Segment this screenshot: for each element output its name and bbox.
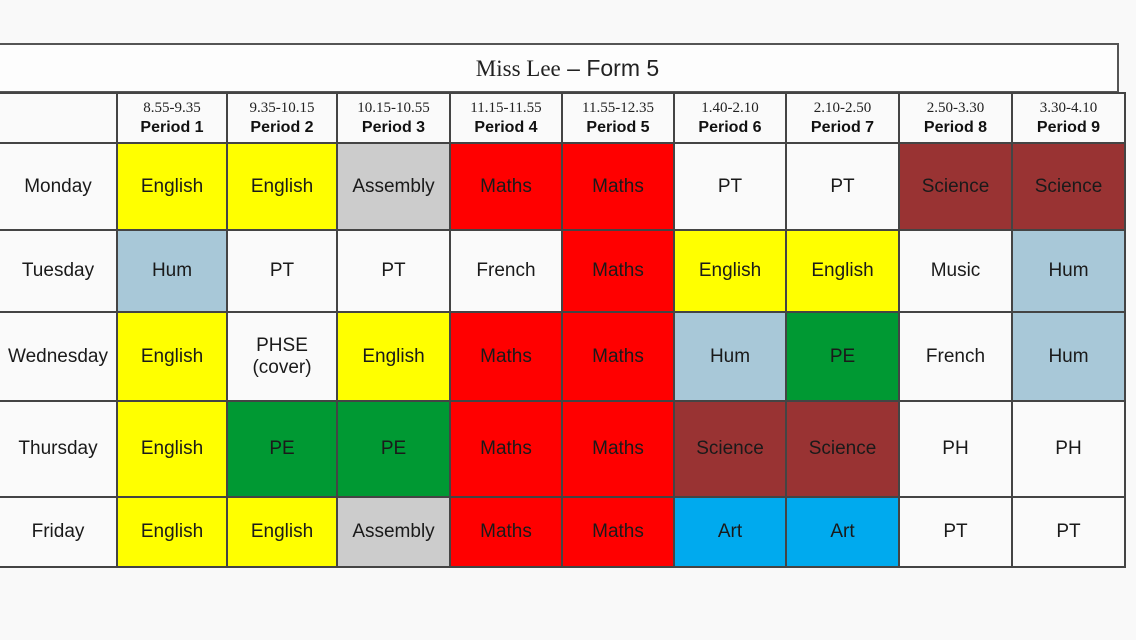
lesson-subject: English — [362, 345, 425, 367]
timetable-row — [0, 401, 1125, 497]
period-label: Period 9 — [1036, 118, 1101, 136]
lesson-cell — [1012, 143, 1125, 230]
title-separator: – — [560, 54, 587, 81]
lesson-subject: English — [140, 521, 204, 542]
lesson-cell — [117, 143, 227, 230]
lesson-subject: Hum — [1048, 345, 1089, 367]
lesson-subject: PT — [1056, 521, 1081, 542]
lesson-cell — [899, 497, 1012, 567]
lesson-cell — [227, 497, 337, 567]
period-header — [786, 93, 899, 143]
lesson-cell — [227, 401, 337, 497]
period-time: 11.15-11.55 — [470, 99, 542, 116]
lesson-subject: Maths — [592, 521, 644, 542]
lesson-subject: Science — [808, 438, 877, 459]
lesson-cell — [786, 230, 899, 312]
lesson-cell — [1012, 401, 1125, 497]
lesson-cell — [674, 143, 786, 230]
lesson-subject: Science — [696, 438, 764, 459]
lesson-subject: Music — [930, 260, 981, 281]
lesson-cell — [1012, 312, 1125, 401]
period-label: Period 6 — [698, 118, 762, 136]
lesson-cell — [786, 312, 899, 401]
lesson-cell — [786, 143, 899, 230]
period-header — [227, 93, 337, 143]
day-label: Friday — [0, 497, 117, 567]
period-header — [450, 93, 562, 143]
day-label: Tuesday — [0, 230, 117, 312]
lesson-subject: (cover) — [252, 356, 312, 378]
period-label: Period 2 — [250, 118, 314, 136]
lesson-cell — [562, 497, 674, 567]
lesson-cell — [117, 230, 227, 312]
lesson-subject: PT — [269, 260, 295, 281]
lesson-cell — [450, 230, 562, 312]
lesson-cell — [117, 401, 227, 497]
lesson-subject: Maths — [592, 260, 644, 281]
lesson-cell — [450, 143, 562, 230]
lesson-subject: Hum — [1048, 260, 1089, 281]
lesson-subject: Maths — [592, 175, 644, 197]
timetable-row — [0, 230, 1125, 312]
lesson-cell — [450, 401, 562, 497]
period-time: 3.30-4.10 — [1039, 99, 1098, 116]
lesson-subject: Maths — [480, 438, 532, 459]
lesson-cell — [1012, 230, 1125, 312]
timetable-row — [0, 143, 1125, 230]
lesson-subject: PE — [829, 345, 856, 367]
period-time: 1.40-2.10 — [701, 99, 759, 116]
lesson-subject: Maths — [480, 521, 532, 542]
lesson-cell — [337, 401, 450, 497]
lesson-cell — [674, 312, 786, 401]
period-time: 2.10-2.50 — [813, 99, 872, 116]
lesson-subject: French — [925, 345, 986, 367]
lesson-subject: English — [140, 345, 204, 367]
teacher-name: Miss Lee — [475, 55, 561, 81]
lesson-cell — [450, 312, 562, 401]
lesson-cell — [899, 230, 1012, 312]
timetable-row — [0, 497, 1125, 567]
period-label: Period 7 — [810, 118, 875, 136]
lesson-cell — [227, 230, 337, 312]
lesson-cell — [117, 497, 227, 567]
lesson-cell — [562, 312, 674, 401]
day-label: Wednesday — [0, 312, 117, 401]
lesson-subject: Assembly — [352, 175, 435, 197]
period-time: 10.15-10.55 — [357, 99, 430, 116]
lesson-subject: Maths — [480, 175, 532, 197]
lesson-cell — [450, 497, 562, 567]
lesson-subject: Science — [1034, 175, 1103, 197]
lesson-subject: Maths — [480, 345, 532, 367]
timetable-row — [0, 312, 1125, 401]
lesson-subject: Hum — [709, 345, 751, 367]
lesson-subject: English — [140, 175, 204, 197]
period-header — [562, 93, 674, 143]
lesson-cell — [674, 230, 786, 312]
lesson-cell — [899, 143, 1012, 230]
period-time: 9.35-10.15 — [249, 99, 315, 116]
day-label: Thursday — [0, 401, 117, 497]
lesson-cell — [227, 312, 337, 401]
lesson-subject: PT — [381, 260, 406, 281]
period-header — [337, 93, 450, 143]
lesson-subject: PT — [717, 175, 743, 197]
lesson-subject: Assembly — [352, 521, 435, 542]
lesson-subject: Maths — [592, 438, 644, 459]
lesson-cell — [674, 497, 786, 567]
lesson-cell — [899, 401, 1012, 497]
lesson-subject: Maths — [592, 345, 644, 367]
lesson-subject: English — [698, 260, 762, 281]
period-header — [117, 93, 227, 143]
period-time: 11.55-12.35 — [582, 99, 654, 116]
day-label: Monday — [0, 143, 117, 230]
lesson-subject: PT — [830, 175, 855, 197]
period-label: Period 8 — [923, 118, 988, 136]
lesson-cell — [562, 143, 674, 230]
lesson-cell — [117, 312, 227, 401]
period-header — [899, 93, 1012, 143]
lesson-subject: PE — [380, 438, 407, 459]
lesson-cell — [899, 312, 1012, 401]
lesson-cell — [337, 497, 450, 567]
period-header — [674, 93, 786, 143]
lesson-subject: English — [250, 175, 314, 197]
lesson-subject: Art — [830, 521, 855, 542]
period-header — [1012, 93, 1125, 143]
lesson-subject: PHSE — [256, 334, 308, 356]
period-time: 8.55-9.35 — [143, 99, 201, 116]
lesson-subject: PT — [943, 521, 968, 542]
lesson-subject: Hum — [151, 260, 193, 281]
header-corner — [0, 93, 117, 143]
lesson-subject: English — [250, 521, 314, 542]
period-time: 2.50-3.30 — [926, 99, 985, 116]
lesson-cell — [786, 497, 899, 567]
lesson-subject: Science — [921, 175, 990, 197]
lesson-cell — [562, 401, 674, 497]
period-label: Period 5 — [586, 118, 650, 136]
lesson-cell — [562, 230, 674, 312]
lesson-cell — [337, 143, 450, 230]
lesson-cell — [227, 143, 337, 230]
lesson-cell — [674, 401, 786, 497]
period-label: Period 4 — [474, 118, 538, 136]
lesson-subject: PE — [269, 438, 295, 459]
lesson-subject: PH — [942, 438, 969, 459]
lesson-cell — [1012, 497, 1125, 567]
lesson-subject: English — [811, 260, 874, 281]
lesson-cell — [786, 401, 899, 497]
lesson-cell — [337, 230, 450, 312]
timetable-title — [456, 55, 659, 82]
timetable-title-box — [0, 43, 1119, 93]
lesson-subject: Art — [717, 521, 743, 542]
lesson-subject: PH — [1055, 438, 1082, 459]
lesson-subject: English — [140, 438, 204, 459]
lesson-cell — [337, 312, 450, 401]
lesson-subject: French — [476, 260, 536, 281]
form-name: Form 5 — [586, 54, 660, 81]
period-label: Period 1 — [140, 118, 204, 136]
period-label: Period 3 — [361, 118, 426, 136]
timetable-grid — [0, 92, 1126, 568]
